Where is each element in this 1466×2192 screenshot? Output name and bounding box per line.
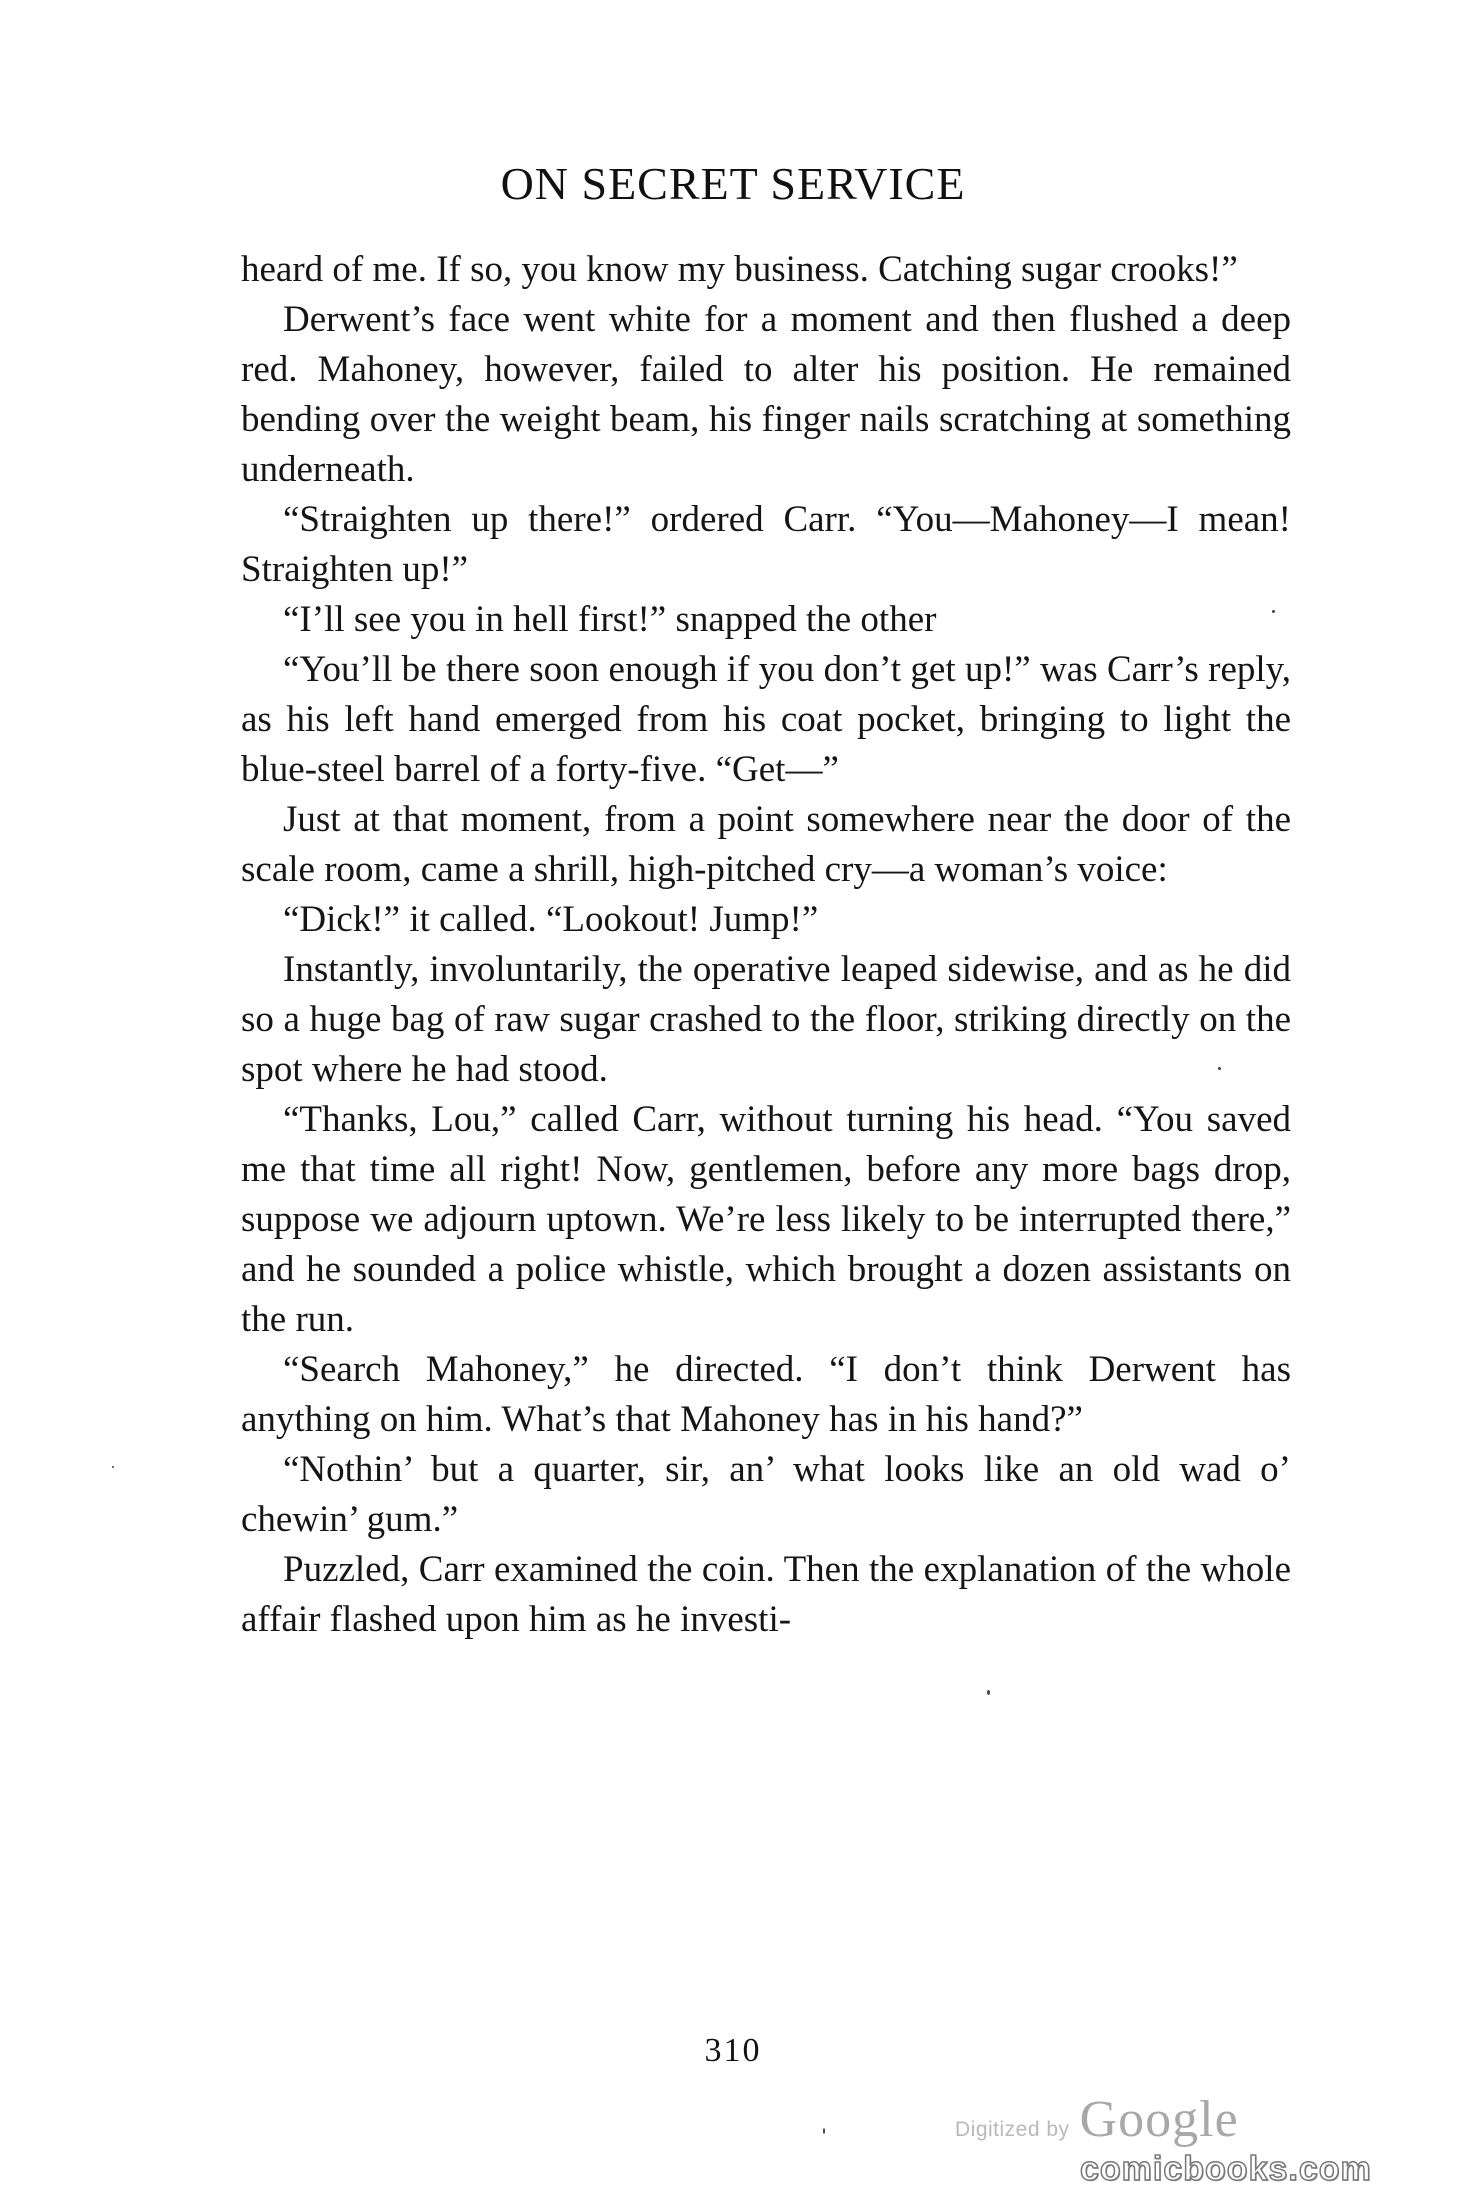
paragraph-10: “Search Mahoney,” he directed. “I don’t think Derwent has anything on him. What’s that Mahoney has in his hand?”	[241, 1349, 1291, 1440]
paragraph-6: Just at that moment, from a point somewhere near the door of the scale room, came a shrill, high-pitched cry—a woman’s voice:	[241, 799, 1291, 890]
body-text	[241, 245, 1291, 1645]
print-speck	[987, 1690, 990, 1695]
paragraph-2: Derwent’s face went white for a moment and then flushed a deep red. Mahoney, however, failed to alter his position. He remained bending over the weight beam, his finger nails scratching at something underneath.	[241, 299, 1291, 490]
paragraph-7: “Dick!” it called. “Lookout! Jump!”	[283, 899, 819, 940]
paragraph-3: “Straighten up there!” ordered Carr. “You—Mahoney—I mean! Straighten up!”	[241, 499, 1291, 590]
paragraph-5: “You’ll be there soon enough if you don’t get up!” was Carr’s reply, as his left hand emerged from his coat pocket, bringing to light the blue-steel barrel of a forty-five. “Get—”	[241, 649, 1291, 790]
google-logo: Google	[1079, 2091, 1239, 2148]
print-speck	[112, 1466, 114, 1468]
print-speck	[1218, 1067, 1221, 1070]
running-head: ON SECRET SERVICE	[500, 158, 966, 209]
page-number: 310	[704, 2032, 762, 2069]
paragraph-4: “I’ll see you in hell first!” snapped the other	[283, 599, 937, 640]
digitized-by-google-stamp	[955, 2090, 1239, 2150]
paragraph-8: Instantly, involuntarily, the operative leaped sidewise, and as he did so a huge bag of raw sugar crashed to the floor, striking directly on the spot where he had stood.	[241, 949, 1291, 1090]
paragraph-9: “Thanks, Lou,” called Carr, without turning his head. “You saved me that time all right! Now, gentlemen, before any more bags drop, suppose we adjourn uptown. We’re less likely to be interrupted there,” and he sounded a police whistle, which brought a dozen assistants on the run.	[241, 1099, 1291, 1340]
print-speck	[823, 2128, 825, 2134]
paragraph-12: Puzzled, Carr examined the coin. Then the explanation of the whole affair flashed upon him as he investi-	[241, 1549, 1291, 1640]
paragraph-11: “Nothin’ but a quarter, sir, an’ what looks like an old wad o’ chewin’ gum.”	[241, 1449, 1291, 1540]
print-speck	[1272, 610, 1275, 613]
site-watermark: comicbooks.com	[1080, 2150, 1372, 2188]
paragraph-1: heard of me. If so, you know my business. Catching sugar crooks!”	[241, 249, 1238, 290]
digitized-by-label: Digitized by	[955, 2118, 1070, 2141]
